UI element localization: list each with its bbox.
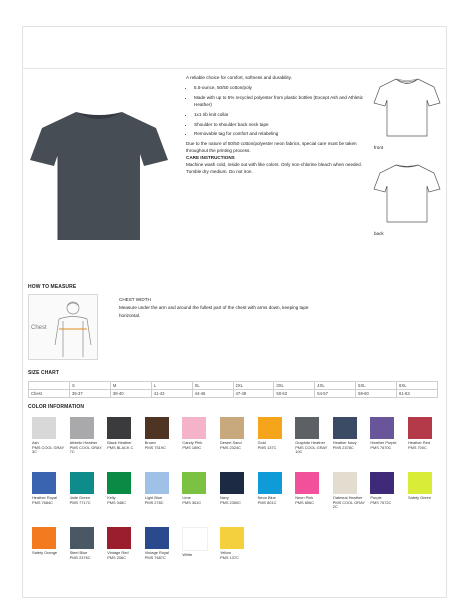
color-swatch [107, 472, 143, 512]
color-swatch [220, 472, 256, 512]
color-chip [145, 472, 169, 494]
color-name: Safety Orange [32, 550, 58, 555]
chest-value-cell: 44-46 [192, 390, 233, 398]
color-name: Ash [32, 440, 39, 445]
description-intro: A reliable choice for comfort, softness and durability. [186, 75, 292, 80]
color-name: Heather Royal [32, 495, 57, 500]
color-chip [220, 527, 244, 549]
color-pms: PMS 278C [144, 499, 164, 505]
color-chip [370, 472, 394, 494]
color-chip [333, 417, 357, 439]
size-header-cell: XL [192, 382, 233, 390]
chest-value-cell: 58-60 [356, 390, 397, 398]
color-name: Navy [220, 495, 229, 500]
chest-width-text: Measure under the arm and around the fullest part of the chest with arms down, keeping tape horizontal. [119, 305, 309, 318]
feature-item: • 5.5-ounce, 50/50 cotton/poly [194, 85, 366, 92]
feature-item: • Made with up to 5% recycled polyester from plastic bottles (Except Ash and Athletic Heather) [194, 95, 366, 109]
color-pms: PMS COOL GRAY 3C [32, 444, 65, 455]
size-header-cell: 5XL [356, 382, 397, 390]
color-swatch [295, 472, 331, 512]
color-name: Vintage Red [107, 550, 129, 555]
color-chip [32, 527, 56, 549]
size-header-blank [29, 382, 70, 390]
color-pms: PMS 348C [107, 499, 127, 505]
color-chip [295, 417, 319, 439]
color-name: Gold [257, 440, 266, 445]
product-tshirt-image [28, 106, 170, 244]
color-swatch [32, 527, 68, 567]
color-swatch [145, 527, 181, 567]
color-swatch [370, 417, 406, 457]
header-divider [22, 68, 447, 69]
color-pms: PMS COOL GRAY 2C [332, 499, 365, 510]
color-pms: PMS 2378C [332, 444, 354, 450]
color-name: White [182, 552, 193, 557]
chest-value-cell: 61-63 [397, 390, 438, 398]
color-pms: PMS BLACK C [107, 444, 134, 450]
size-header-cell: S [70, 382, 111, 390]
color-chip [70, 417, 94, 439]
color-chip [107, 527, 131, 549]
color-pms: PMS COOL GRAY 7C [69, 444, 102, 455]
color-chip [258, 472, 282, 494]
chest-value-cell: 47-49 [233, 390, 274, 398]
color-chip [258, 417, 282, 439]
care-instructions-text: Machine wash cold, inside out with like colors. Only non-chlorine bleach when needed. Tumble dry medium. Do not iron. [186, 162, 362, 174]
size-chart-table [28, 381, 438, 398]
color-swatch [295, 417, 331, 457]
color-chip [333, 472, 357, 494]
color-swatch [107, 527, 143, 567]
size-header-cell: 2XL [233, 382, 274, 390]
color-name: Desert Sand [220, 440, 242, 445]
color-chip [370, 417, 394, 439]
color-pms: PMS 7672C [370, 499, 392, 505]
color-swatch [32, 472, 68, 512]
chest-width-heading: CHEST WIDTH [119, 297, 151, 302]
care-instructions-title: CARE INSTRUCTIONS [186, 155, 235, 161]
color-chip [32, 417, 56, 439]
color-name: Vintage Royal [144, 550, 169, 555]
chest-row [29, 390, 438, 398]
color-name: Steel Blue [69, 550, 88, 555]
color-chip [408, 417, 432, 439]
color-name: Athletic Heather [69, 440, 98, 445]
color-swatch [182, 417, 218, 457]
color-information-title: COLOR INFORMATION [28, 404, 85, 410]
back-flat-sketch [372, 162, 442, 224]
chest-value-cell: 54-57 [315, 390, 356, 398]
chest-value-cell: 41-43 [151, 390, 192, 398]
color-pms: PMS 7684C [32, 499, 53, 505]
color-swatch [258, 472, 294, 512]
size-header-cell: L [151, 382, 192, 390]
color-swatch [370, 472, 406, 512]
size-header-cell: 3XL [274, 382, 315, 390]
color-swatch [408, 472, 444, 512]
color-chip [145, 417, 169, 439]
chest-measure-label: Chest [31, 325, 47, 331]
size-header-row [29, 382, 438, 390]
color-name: Heather Red [408, 440, 431, 445]
color-name: Neon Blue [257, 495, 276, 500]
color-name: Jade Green [69, 495, 90, 500]
feature-item: • Removable tag for comfort and relabeling [194, 131, 366, 138]
color-swatch [220, 527, 256, 567]
size-header-cell: 6XL [397, 382, 438, 390]
printing-note: Due to the nature of 50/50 cotton/polyester neon fabrics, special care must be taken throughout the printing process. [186, 141, 357, 154]
color-swatch [70, 417, 106, 457]
color-chip [182, 527, 208, 551]
color-chip [182, 417, 206, 439]
color-name: Purple [370, 495, 382, 500]
color-chip [145, 527, 169, 549]
color-swatch [182, 527, 218, 567]
color-pms: PMS 7519C [144, 444, 166, 450]
size-header-cell: 4XL [315, 382, 356, 390]
color-chip [182, 472, 206, 494]
color-swatch [70, 472, 106, 512]
color-name: Safety Green [408, 495, 431, 500]
color-pms: PMS COOL GRAY 10C [295, 444, 328, 455]
color-swatch [182, 472, 218, 512]
color-pms: PMS 206C [107, 554, 127, 560]
measure-instructions [119, 296, 309, 320]
color-pms: PMS 137C [257, 444, 277, 450]
chest-row-label: Chest [29, 390, 70, 398]
how-to-measure-title: HOW TO MEASURE [28, 284, 77, 290]
color-chip [70, 527, 94, 549]
front-flat-sketch [372, 76, 442, 138]
color-swatch [408, 417, 444, 457]
color-chip [107, 417, 131, 439]
chest-value-cell: 35-37 [70, 390, 111, 398]
color-swatch [145, 417, 181, 457]
color-name: Graphite Heather [295, 440, 326, 445]
feature-item: • Shoulder to shoulder back neck tape [194, 122, 366, 129]
front-label: front [374, 145, 384, 150]
color-pms: PMS 189C [182, 444, 202, 450]
color-chip [220, 417, 244, 439]
color-chip [408, 472, 432, 494]
color-chip [220, 472, 244, 494]
size-header-cell: M [110, 382, 151, 390]
color-chip [32, 472, 56, 494]
color-pms: PMS 7670C [370, 444, 392, 450]
color-swatch [333, 417, 369, 457]
color-pms: PMS 700C [408, 444, 427, 450]
color-chip [295, 472, 319, 494]
product-description [186, 75, 366, 176]
color-pms: PMS 2376C [69, 554, 91, 560]
chest-value-cell: 50-53 [274, 390, 315, 398]
feature-item: • 1x1 rib knit collar [194, 112, 366, 119]
color-name: Oatmeal Heather [332, 495, 363, 500]
color-swatch [258, 417, 294, 457]
color-name: Yellow [220, 550, 232, 555]
size-chart-title: SIZE CHART [28, 370, 59, 376]
color-chip [70, 472, 94, 494]
color-name: Black Heather [107, 440, 132, 445]
color-chip [107, 472, 131, 494]
color-name: Heather Navy [332, 440, 357, 445]
color-pms: PMS 7687C [144, 554, 166, 560]
color-swatch [70, 527, 106, 567]
color-name: Candy Pink [182, 440, 203, 445]
color-pms: PMS 801C [257, 499, 277, 505]
color-pms: PMS 7717C [69, 499, 91, 505]
feature-list [186, 85, 366, 138]
color-swatch [107, 417, 143, 457]
back-label: back [374, 231, 384, 236]
color-name: Heather Purple [370, 440, 397, 445]
color-pms: PMS 137C [220, 554, 239, 560]
color-name: Brown [144, 440, 156, 445]
color-swatch [333, 472, 369, 512]
color-name: Neon Pink [295, 495, 314, 500]
color-pms: PMS 2324C [220, 444, 241, 450]
color-swatch [145, 472, 181, 512]
color-pms: PMS 2350C [220, 499, 241, 505]
color-swatch [32, 417, 68, 457]
color-pms: PMS 806C [295, 499, 315, 505]
color-pms: PMS 361C [182, 499, 202, 505]
color-name: Kelly [107, 495, 116, 500]
color-name: Light Blue [144, 495, 163, 500]
chest-value-cell: 38-40 [110, 390, 151, 398]
color-swatch [220, 417, 256, 457]
color-name: Lime [182, 495, 191, 500]
